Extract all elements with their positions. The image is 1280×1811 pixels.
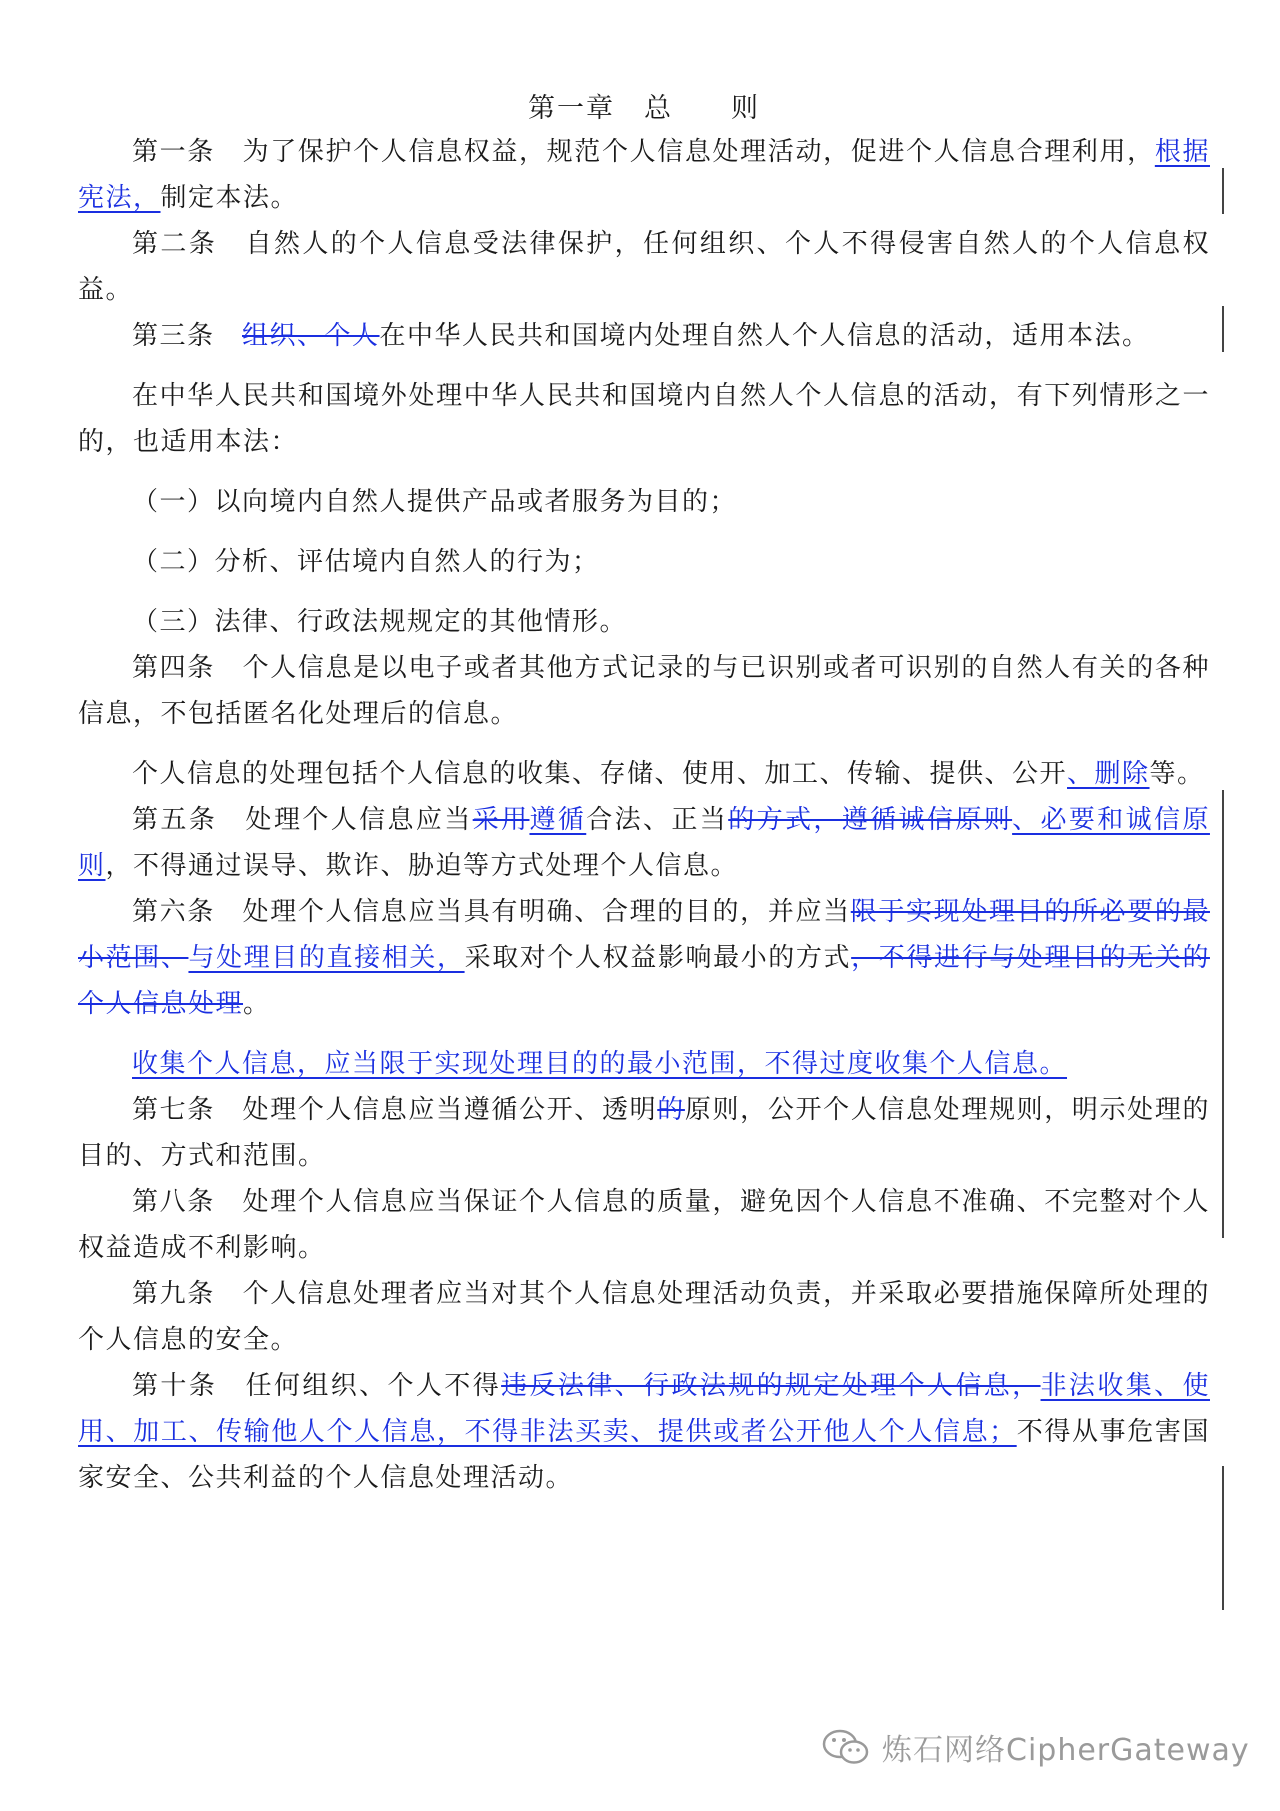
deletion: ，不得进行与处理目的无关的个人信息处理 — [78, 943, 1210, 1019]
change-bar — [1222, 306, 1224, 352]
deletion: 采用 — [472, 805, 530, 835]
article-3 — [78, 313, 1210, 359]
article-4-para-2 — [78, 751, 1210, 797]
change-bar — [1222, 790, 1224, 1238]
text-run: 采取对个人权益影响最小的方式 — [464, 943, 852, 973]
insertion: 、必要和诚信原则 — [78, 805, 1210, 881]
text-run: 。 — [243, 989, 271, 1019]
article-5 — [78, 797, 1210, 889]
text-run: 第一条 为了保护个人信息权益，规范个人信息处理活动，促进个人信息合理利用， — [132, 137, 1155, 167]
text-run: 第三条 — [132, 321, 243, 351]
article-2: 第二条 自然人的个人信息受法律保护，任何组织、个人不得侵害自然人的个人信息权益。 — [78, 229, 1210, 305]
wechat-icon — [820, 1727, 872, 1767]
article-3-item-1: （一）以向境内自然人提供产品或者服务为目的； — [132, 487, 738, 517]
text-run: 等。 — [1149, 759, 1205, 789]
insertion: 根据宪法， — [78, 137, 1210, 213]
insertion: 遵循 — [529, 805, 587, 835]
insertion: 非法收集、使用、加工、传输他人个人信息，不得非法买卖、提供或者公开他人个人信息； — [78, 1371, 1210, 1447]
text-run: 个人信息的处理包括个人信息的收集、存储、使用、加工、传输、提供、公开 — [132, 759, 1068, 789]
deletion: 的方式，遵循诚信原则 — [728, 805, 1013, 835]
text-run: 不得从事危害国家安全、公共利益的个人信息处理活动。 — [78, 1417, 1210, 1493]
watermark-text: 炼石网络CipherGateway — [882, 1733, 1250, 1768]
deletion: 违反法律、行政法规的规定处理个人信息， — [501, 1371, 1041, 1401]
article-6-para-2 — [78, 1041, 1210, 1087]
text-run: 第十条 任何组织、个人不得 — [132, 1371, 502, 1401]
article-3-para-2: 在中华人民共和国境外处理中华人民共和国境内自然人个人信息的活动，有下列情形之一的，也适用本法： — [78, 381, 1210, 457]
text-run: 第七条 处理个人信息应当遵循公开、透明 — [132, 1095, 658, 1125]
article-6 — [78, 889, 1210, 1027]
text-run: 第六条 处理个人信息应当具有明确、合理的目的，并应当 — [132, 897, 851, 927]
article-10 — [78, 1363, 1210, 1501]
article-7 — [78, 1087, 1210, 1179]
text-run: 原则，公开个人信息处理规则，明示处理的目的、方式和范围。 — [78, 1095, 1210, 1171]
article-1 — [78, 129, 1210, 221]
chapter-title: 第一章 总 则 — [528, 93, 760, 124]
change-bar — [1222, 168, 1224, 214]
text-run: 合法、正当 — [586, 805, 729, 835]
text-run: ，不得通过误导、欺诈、胁迫等方式处理个人信息。 — [105, 851, 739, 881]
article-3-item-3: （三）法律、行政法规规定的其他情形。 — [132, 607, 628, 637]
article-4: 第四条 个人信息是以电子或者其他方式记录的与已识别或者可识别的自然人有关的各种信息，不包括匿名化处理后的信息。 — [78, 653, 1210, 729]
text-run: 在中华人民共和国境内处理自然人个人信息的活动，适用本法。 — [379, 321, 1150, 351]
watermark — [820, 1725, 1250, 1769]
insertion: 收集个人信息，应当限于实现处理目的的最小范围，不得过度收集个人信息。 — [132, 1049, 1068, 1079]
text-run: 第五条 处理个人信息应当 — [132, 805, 473, 835]
text-run: 制定本法。 — [160, 183, 299, 213]
deletion: 限于实现处理目的所必要的最小范围、 — [78, 897, 1210, 973]
article-9: 第九条 个人信息处理者应当对其个人信息处理活动负责，并采取必要措施保障所处理的个人信息的安全。 — [78, 1279, 1210, 1355]
article-8: 第八条 处理个人信息应当保证个人信息的质量，避免因个人信息不准确、不完整对个人权益造成不利影响。 — [78, 1187, 1210, 1263]
deletion: 组织、个人 — [242, 321, 380, 351]
change-bar — [1222, 1466, 1224, 1610]
insertion: 、删除 — [1067, 759, 1150, 789]
insertion: 与处理目的直接相关， — [188, 943, 465, 973]
document-body — [78, 86, 1210, 1501]
deletion: 的 — [657, 1095, 685, 1125]
article-3-item-2: （二）分析、评估境内自然人的行为； — [132, 547, 600, 577]
